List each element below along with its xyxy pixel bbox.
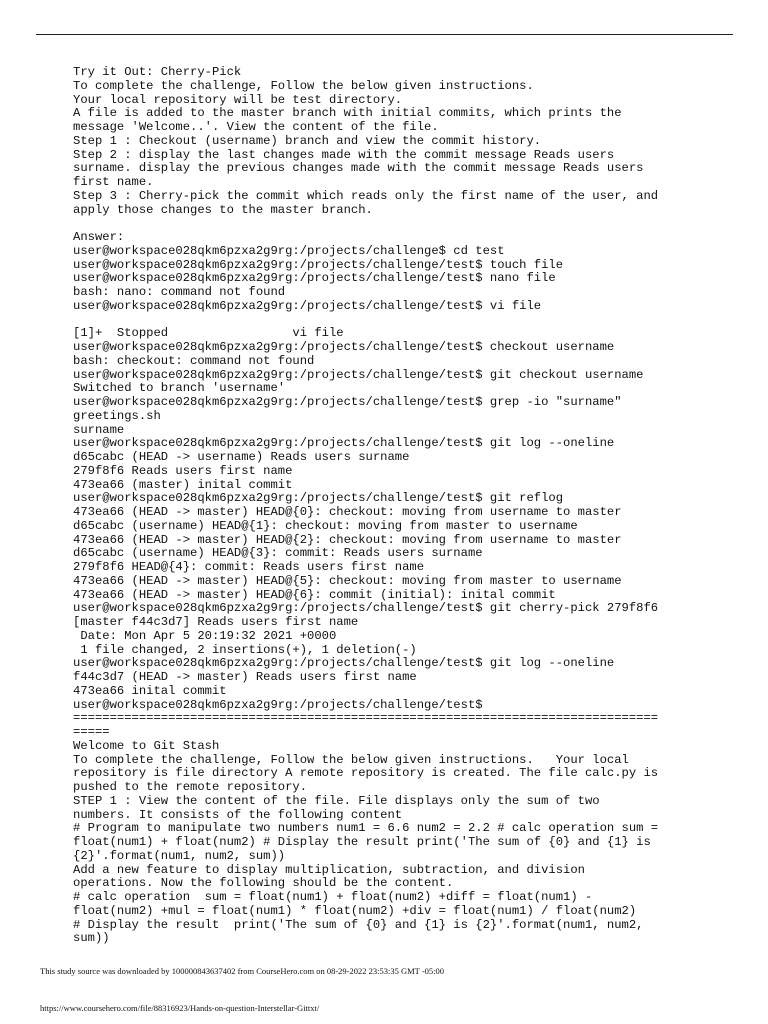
text-line: d65cabc (HEAD -> username) Reads users surname: [73, 450, 410, 464]
text-line: operations. Now the following should be the content.: [73, 876, 454, 891]
text-line: Your local repository will be test directory.: [73, 92, 403, 107]
text-line: user@workspace028qkm6pzxa2g9rg:/projects/challenge$ cd test: [73, 243, 505, 258]
text-line: 473ea66 inital commit: [73, 683, 227, 698]
text-line: numbers. It consists of the following content: [73, 807, 403, 822]
text-line: {2}'.format(num1, num2, sum)): [73, 848, 286, 863]
source-url-link[interactable]: https://www.coursehero.com/file/88316923/Hands-on-question-Interstellar-Gittxt/: [40, 1003, 320, 1013]
text-line: To complete the challenge, Follow the below given instructions.: [73, 78, 534, 93]
text-line: Welcome to Git Stash: [73, 738, 220, 753]
text-line: Try it Out: Cherry-Pick: [73, 65, 242, 79]
text-line: # Display the result print('The sum of {0} and {1} is {2}'.format(num1, num2,: [73, 917, 644, 932]
text-line: [1]+ Stopped vi file: [73, 326, 344, 341]
text-line: user@workspace028qkm6pzxa2g9rg:/projects/challenge/test$ checkout username: [73, 340, 615, 354]
text-line: pushed to the remote repository.: [73, 780, 308, 794]
text-line: surname: [73, 422, 125, 437]
text-line: 279f8f6 HEAD@{4}: commit: Reads users first name: [73, 560, 425, 574]
text-line: float(num2) +mul = float(num1) * float(num2) +div = float(num1) / float(num2): [73, 903, 637, 918]
text-line: To complete the challenge, Follow the below given instructions. Your local: [73, 752, 629, 767]
text-line: 473ea66 (HEAD -> master) HEAD@{6}: commit (initial): inital commit: [73, 587, 556, 602]
text-line: A file is added to the master branch with initial commits, which prints the: [73, 106, 622, 121]
text-line: Date: Mon Apr 5 20:19:32 2021 +0000: [73, 628, 337, 643]
text-line: float(num1) + float(num2) # Display the result print('The sum of {0} and {1} is: [73, 835, 651, 849]
text-line: =====: [73, 725, 110, 739]
text-line: [master f44c3d7] Reads users first name: [73, 615, 359, 629]
text-line: Switched to branch 'username': [73, 381, 286, 396]
text-line: # calc operation sum = float(num1) + float(num2) +diff = float(num1) -: [73, 890, 593, 904]
text-line: f44c3d7 (HEAD -> master) Reads users first name: [73, 670, 417, 684]
text-line: 473ea66 (master) inital commit: [73, 477, 293, 492]
text-line: Step 1 : Checkout (username) branch and view the commit history.: [73, 133, 542, 148]
text-line: greetings.sh: [73, 408, 161, 423]
text-line: ================================================================================: [73, 711, 659, 726]
document-body: [73, 66, 713, 946]
text-line: user@workspace028qkm6pzxa2g9rg:/projects/challenge/test$ git log --oneline: [73, 436, 615, 451]
text-line: user@workspace028qkm6pzxa2g9rg:/projects/challenge/test$ git cherry-pick 279f8f6: [73, 601, 659, 616]
text-line: sum)): [73, 931, 110, 946]
text-line: user@workspace028qkm6pzxa2g9rg:/projects/challenge/test$ nano file: [73, 271, 556, 286]
text-line: 473ea66 (HEAD -> master) HEAD@{0}: checkout: moving from username to master: [73, 505, 622, 519]
text-line: Add a new feature to display multiplication, subtraction, and division: [73, 862, 585, 877]
text-line: # Program to manipulate two numbers num1 = 6.6 num2 = 2.2 # calc operation sum =: [73, 821, 659, 836]
text-line: [73, 314, 713, 328]
text-line: user@workspace028qkm6pzxa2g9rg:/projects/challenge/test$: [73, 697, 483, 712]
text-line: repository is file directory A remote repository is created. The file calc.py is: [73, 766, 659, 781]
text-line: user@workspace028qkm6pzxa2g9rg:/projects/challenge/test$ vi file: [73, 298, 542, 313]
text-line: [73, 217, 713, 231]
text-line: 279f8f6 Reads users first name: [73, 463, 293, 478]
text-line: user@workspace028qkm6pzxa2g9rg:/projects/challenge/test$ git reflog: [73, 491, 564, 506]
text-line: user@workspace028qkm6pzxa2g9rg:/projects/challenge/test$ touch file: [73, 257, 564, 272]
text-line: bash: checkout: command not found: [73, 353, 315, 368]
text-line: apply those changes to the master branch.: [73, 202, 373, 217]
text-line: STEP 1 : View the content of the file. File displays only the sum of two: [73, 793, 600, 808]
text-line: user@workspace028qkm6pzxa2g9rg:/projects/challenge/test$ grep -io "surname": [73, 395, 622, 409]
text-line: Step 2 : display the last changes made with the commit message Reads users: [73, 147, 615, 162]
text-line: Step 3 : Cherry-pick the commit which reads only the first name of the user, and: [73, 188, 659, 203]
text-line: 1 file changed, 2 insertions(+), 1 deletion(-): [73, 642, 417, 657]
text-line: d65cabc (username) HEAD@{1}: checkout: moving from master to username: [73, 518, 578, 533]
text-line: 473ea66 (HEAD -> master) HEAD@{2}: checkout: moving from username to master: [73, 532, 622, 547]
text-line: Answer:: [73, 230, 125, 244]
download-notice: This study source was downloaded by 100000843637402 from CourseHero.com on 08-29-2022 23:53:35 GMT -05:00: [40, 966, 445, 976]
top-rule: [36, 34, 733, 35]
text-line: bash: nano: command not found: [73, 285, 286, 299]
text-line: user@workspace028qkm6pzxa2g9rg:/projects/challenge/test$ git checkout username: [73, 367, 644, 382]
text-line: user@workspace028qkm6pzxa2g9rg:/projects/challenge/test$ git log --oneline: [73, 656, 615, 671]
text-line: first name.: [73, 175, 154, 189]
text-line: 473ea66 (HEAD -> master) HEAD@{5}: checkout: moving from master to username: [73, 573, 622, 588]
text-line: message 'Welcome..'. View the content of the file.: [73, 120, 439, 134]
text-line: surname. display the previous changes made with the commit message Reads users: [73, 161, 644, 176]
text-line: d65cabc (username) HEAD@{3}: commit: Reads users surname: [73, 546, 483, 561]
